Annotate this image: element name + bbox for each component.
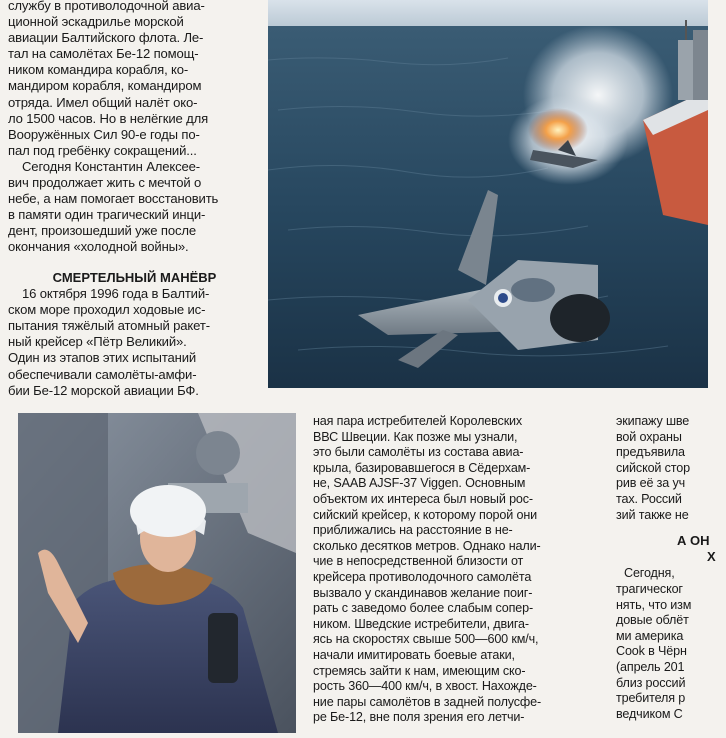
sky (268, 0, 708, 30)
illustration-artwork (268, 0, 708, 393)
right-text-column: экипажу шве вой охраны предъявила сийской стор рив её за уч тах. Россий зий также не А ОН Х Сегодня, трагическог нять, что изм довые облёт ми америка Cook в Чёрн (апрель 201 близ россий требителя р ведчиком С (616, 414, 726, 722)
pilot-photo-artwork (18, 413, 296, 733)
middle-paragraph: ная пара истребителей Королевских ВВС Швеции. Как позже мы узнали, это были самолёты из состава авиа- крыла, базировавшегося в Сёдерхам- не, SAAB AJSF-37 Viggen. Основным объектом их интереса был новый рос- сийский крейсер, к которому порой они приближались на расстояние в не- сколько десятков метров. Однако нали- чие в непосредственной близости от крейсера противолодочного самолёта вызвало у скандинавов желание поиг- рать с заведомо более слабым сопер- ником. Шведские истребители, двига- ясь на скоростях свыше 500—600 км/ч, начали имитировать боевые атаки, стремясь зайти к нам, имеющим ско- рость 360—400 км/ч, в хвост. Нахожде- ние пары самолётов в задней полусфе- ре Бе-12, вне поля зрения его летчи- (313, 414, 542, 725)
pilot-photo (18, 413, 296, 733)
left-paragraph-1: службу в противолодочной авиа- ционной эскадрилье морской авиации Балтийского флота. Ле- тал на самолётах Бе-12 помощ- ником командира корабля, ко- мандиром корабля, командиром отряда. Имел общий налёт око- ло 1500 часов. Но в нелёгкие для Вооружённых Сил 90-е годы по- пал под гребёнку сокращений... (8, 0, 209, 158)
left-text-column (8, 0, 261, 399)
middle-text-column (313, 414, 600, 726)
section-heading: СМЕРТЕЛЬНЫЙ МАНЁВР (52, 269, 217, 285)
left-paragraph-3: 16 октября 1996 года в Балтий- ском море проходил ходовые ис- пытания тяжёлый атомный ракет- ный крейсер «Пётр Великий». Один из этапов этих испытаний обеспечивали самолёты-амфи- бии Бе-12 морской авиации БФ. (8, 286, 210, 398)
left-paragraph-2: Сегодня Константин Алексее- вич продолжает жить с мечтой о небе, а нам помогает восстановить в памяти один трагический инци- дент, произошедший уже после окончания «холодной войны». (8, 158, 219, 255)
right-section-heading: А ОН Х (677, 533, 716, 564)
explosion (528, 108, 588, 152)
jet-cruiser-illustration (268, 0, 708, 393)
